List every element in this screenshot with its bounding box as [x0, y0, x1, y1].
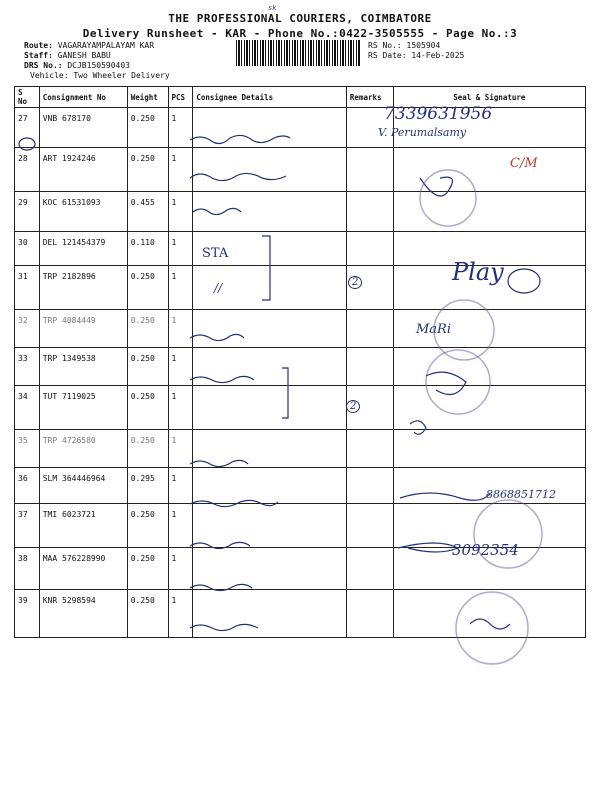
tamil-name-37	[190, 500, 278, 506]
cell-weight: 0.250	[127, 590, 168, 638]
tamil-name-39	[190, 584, 252, 590]
staff-value: GANESH BABU	[57, 51, 111, 60]
header-consignee: Consignee Details	[193, 87, 347, 108]
cell-consignment: KNR 5298594	[39, 590, 127, 638]
header-sno: S No	[15, 87, 40, 108]
cell-sno: 35	[15, 430, 40, 468]
cell-pcs: 1	[168, 386, 193, 430]
cell-pcs: 1	[168, 148, 193, 192]
handwritten-cm-mark: C/M	[510, 156, 538, 171]
cell-sno: 37	[15, 504, 40, 548]
cell-weight: 0.250	[127, 386, 168, 430]
tamil-name-29	[190, 173, 286, 180]
cell-weight: 0.250	[127, 108, 168, 148]
cell-sno: 32	[15, 310, 40, 348]
cell-sno: 29	[15, 192, 40, 232]
bracket-31	[262, 236, 270, 300]
handwritten-remark-34: 2	[346, 400, 360, 413]
handwritten-signature-33: MaRi	[416, 322, 452, 337]
cell-consignment: DEL 121454379	[39, 232, 127, 266]
header-weight: Weight	[127, 87, 168, 108]
cell-pcs: 1	[168, 310, 193, 348]
signature-34	[426, 372, 466, 394]
tamil-name-28	[190, 135, 290, 143]
seal-stamp-39	[456, 592, 528, 664]
cell-pcs: 1	[168, 266, 193, 310]
cell-consignment: VNB 678170	[39, 108, 127, 148]
cell-pcs: 1	[168, 430, 193, 468]
rs-date-line: RS Date: 14-Feb-2025	[368, 51, 465, 60]
cell-consignment: ART 1924246	[39, 148, 127, 192]
cell-consignment: TRP 2182896	[39, 266, 127, 310]
rs-date-value: 14-Feb-2025	[411, 51, 465, 60]
vehicle-line: Vehicle: Two Wheeler Delivery	[30, 71, 170, 80]
cell-weight: 0.250	[127, 548, 168, 590]
signature-39	[470, 619, 510, 629]
cell-weight: 0.250	[127, 504, 168, 548]
cell-consignment: KOC 61531093	[39, 192, 127, 232]
cell-pcs: 1	[168, 232, 193, 266]
cell-consignment: TRP 4084449	[39, 310, 127, 348]
cell-weight: 0.250	[127, 266, 168, 310]
tamil-name-36	[190, 460, 248, 466]
cell-weight: 0.250	[127, 310, 168, 348]
cell-sno: 28	[15, 148, 40, 192]
page-subtitle: Delivery Runsheet - KAR - Phone No.:0422-3505555 - Page No.:3	[82, 27, 518, 40]
header-pcs: PCS	[168, 87, 193, 108]
vehicle-value: Two Wheeler Delivery	[73, 71, 170, 80]
cell-weight: 0.250	[127, 348, 168, 386]
rs-no-value: 1505904	[406, 41, 441, 50]
cell-sno: 33	[15, 348, 40, 386]
cell-pcs: 1	[168, 548, 193, 590]
cell-consignment: TMI 6023721	[39, 504, 127, 548]
cell-consignment: TRP 1349538	[39, 348, 127, 386]
cell-pcs: 1	[168, 468, 193, 504]
handwritten-remark-31: 2	[348, 276, 362, 289]
handwritten-name-27: V. Perumalsamy	[378, 126, 467, 139]
seal-stamp-29	[420, 170, 476, 226]
cell-weight: 0.250	[127, 430, 168, 468]
cell-sno: 34	[15, 386, 40, 430]
signature-35	[410, 421, 426, 434]
route-value: VAGARAYAMPALAYAM KAR	[57, 41, 155, 50]
cell-sno: 30	[15, 232, 40, 266]
seal-stamp-38	[474, 500, 542, 568]
cell-sno: 31	[15, 266, 40, 310]
cell-weight: 0.110	[127, 232, 168, 266]
handwritten-phone-37: 8868851712	[486, 488, 556, 501]
handwritten-note-31: STA	[202, 246, 229, 261]
rs-no-line: RS No.: 1505904	[368, 41, 441, 50]
cell-consignment: MAA 576228990	[39, 548, 127, 590]
header-consignment: Consignment No	[39, 87, 127, 108]
cell-sno: 39	[15, 590, 40, 638]
cell-weight: 0.295	[127, 468, 168, 504]
route-line: Route: VAGARAYAMPALAYAM KAR	[24, 41, 155, 50]
staff-line: Staff: GANESH BABU	[24, 51, 111, 60]
cell-sno: 27	[15, 108, 40, 148]
cell-pcs: 1	[168, 192, 193, 232]
cell-pcs: 1	[168, 108, 193, 148]
handwritten-signature-31: Play	[452, 258, 504, 286]
handwritten-phone-27: 7339631956	[384, 104, 493, 124]
cell-pcs: 1	[168, 348, 193, 386]
header-seal: Seal & Signature	[393, 87, 585, 108]
handwritten-quote-31: //	[214, 281, 223, 295]
signature-37	[400, 493, 490, 500]
header-remarks: Remarks	[346, 87, 393, 108]
cell-sno: 36	[15, 468, 40, 504]
cell-weight: 0.250	[127, 148, 168, 192]
tamil-name-33	[190, 334, 244, 340]
tamil-name-38	[190, 542, 250, 548]
drs-value: DCJB150590403	[67, 61, 130, 70]
signature-29	[420, 177, 452, 196]
cell-weight: 0.455	[127, 192, 168, 232]
tamil-name-30	[193, 208, 241, 214]
page-title: THE PROFESSIONAL COURIERS, COIMBATORE	[168, 12, 432, 25]
circled-2-31	[508, 269, 540, 293]
cell-consignment: TUT 7119025	[39, 386, 127, 430]
circled-row-28-mark	[19, 138, 35, 150]
cell-consignment: TRP 4726580	[39, 430, 127, 468]
cell-sno: 38	[15, 548, 40, 590]
bracket-34	[282, 368, 288, 418]
cell-consignment: SLM 364446964	[39, 468, 127, 504]
tamil-name-34	[190, 376, 254, 382]
handwritten-phone-38: 3092354	[452, 541, 519, 559]
top-handwritten-mark: sk	[268, 4, 277, 12]
tamil-name-39b	[190, 624, 258, 630]
cell-pcs: 1	[168, 504, 193, 548]
drs-line: DRS No.: DCJB150590403	[24, 61, 130, 70]
cell-pcs: 1	[168, 590, 193, 638]
signature-38	[398, 543, 458, 552]
